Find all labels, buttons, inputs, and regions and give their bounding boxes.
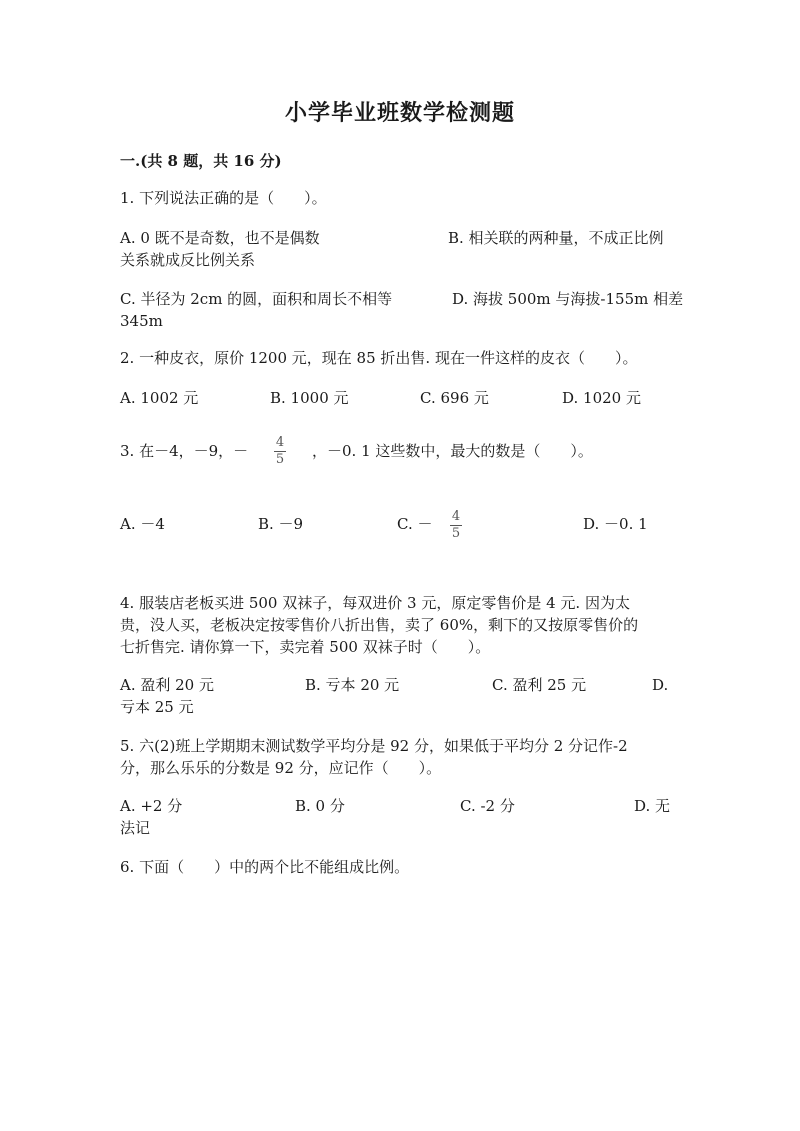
fraction-denominator: 5 — [451, 526, 461, 541]
question-5-stem-line-2: 分，那么乐乐的分数是 92 分，应记作（ ）。 — [120, 759, 442, 777]
question-1-option-d-continued: 345m — [120, 312, 163, 330]
question-1-option-a: A. 0 既不是奇数，也不是偶数 — [120, 229, 320, 247]
question-6-stem: 6. 下面（ ）中的两个比不能组成比例。 — [120, 858, 410, 876]
page-title: 小学毕业班数学检测题 — [284, 100, 515, 126]
question-5-stem-line-1: 5. 六(2)班上学期期末测试数学平均分是 92 分，如果低于平均分 2 分记作-2 — [120, 737, 628, 755]
question-4-option-b: B. 亏本 20 元 — [305, 676, 400, 694]
question-3-option-d: D. －0. 1 — [583, 515, 648, 533]
question-5-option-b: B. 0 分 — [295, 797, 345, 815]
question-1-option-b: B. 相关联的两种量，不成正比例 — [448, 229, 664, 247]
question-2-option-d: D. 1020 元 — [562, 389, 641, 407]
question-3-stem-end: ，－0. 1 这些数中，最大的数是（ ）。 — [312, 442, 593, 460]
question-3-fraction — [274, 436, 286, 467]
question-1-option-b-continued: 关系就成反比例关系 — [120, 251, 256, 269]
section-heading: 一.(共 8 题，共 16 分) — [120, 152, 282, 170]
question-2-stem: 2. 一种皮衣，原价 1200 元，现在 85 折出售. 现在一件这样的皮衣（ ）。 — [120, 349, 638, 367]
question-3-option-a: A. －4 — [120, 515, 165, 533]
question-2-option-a: A. 1002 元 — [120, 389, 199, 407]
question-4-option-a: A. 盈利 20 元 — [120, 676, 214, 694]
question-5-option-d: D. 无 — [634, 797, 671, 815]
question-4-stem-line-2: 贵，没人买，老板决定按零售价八折出售，卖了 60%，剩下的又按原零售价的 — [120, 616, 639, 634]
fraction-denominator: 5 — [275, 452, 285, 467]
question-3-option-b: B. －9 — [258, 515, 304, 533]
fraction-numerator: 4 — [451, 509, 461, 524]
question-5-option-d-continued: 法记 — [120, 819, 151, 837]
question-5-option-c: C. -2 分 — [460, 797, 515, 815]
question-3-stem-start: 3. 在－4，－9，－ — [120, 442, 249, 460]
question-3-option-c-fraction — [450, 510, 462, 541]
question-2-option-c: C. 696 元 — [420, 389, 489, 407]
question-1-stem: 1. 下列说法正确的是（ ）。 — [120, 189, 327, 207]
question-4-stem-line-3: 七折售完. 请你算一下，卖完着 500 双袜子时（ ）。 — [120, 638, 491, 656]
question-5-option-a: A. +2 分 — [120, 797, 183, 815]
question-4-option-d: D. — [652, 676, 669, 694]
fraction-numerator: 4 — [275, 435, 285, 450]
question-4-stem-line-1: 4. 服装店老板买进 500 双袜子，每双进价 3 元，原定零售价是 4 元. 因为太 — [120, 594, 630, 612]
question-4-option-c: C. 盈利 25 元 — [492, 676, 587, 694]
question-1-option-c: C. 半径为 2cm 的圆，面积和周长不相等 — [120, 290, 393, 308]
question-3-option-c: C. － — [397, 515, 433, 533]
question-2-option-b: B. 1000 元 — [270, 389, 349, 407]
question-1-option-d: D. 海拔 500m 与海拔-155m 相差 — [452, 290, 684, 308]
question-4-option-d-continued: 亏本 25 元 — [120, 698, 194, 716]
